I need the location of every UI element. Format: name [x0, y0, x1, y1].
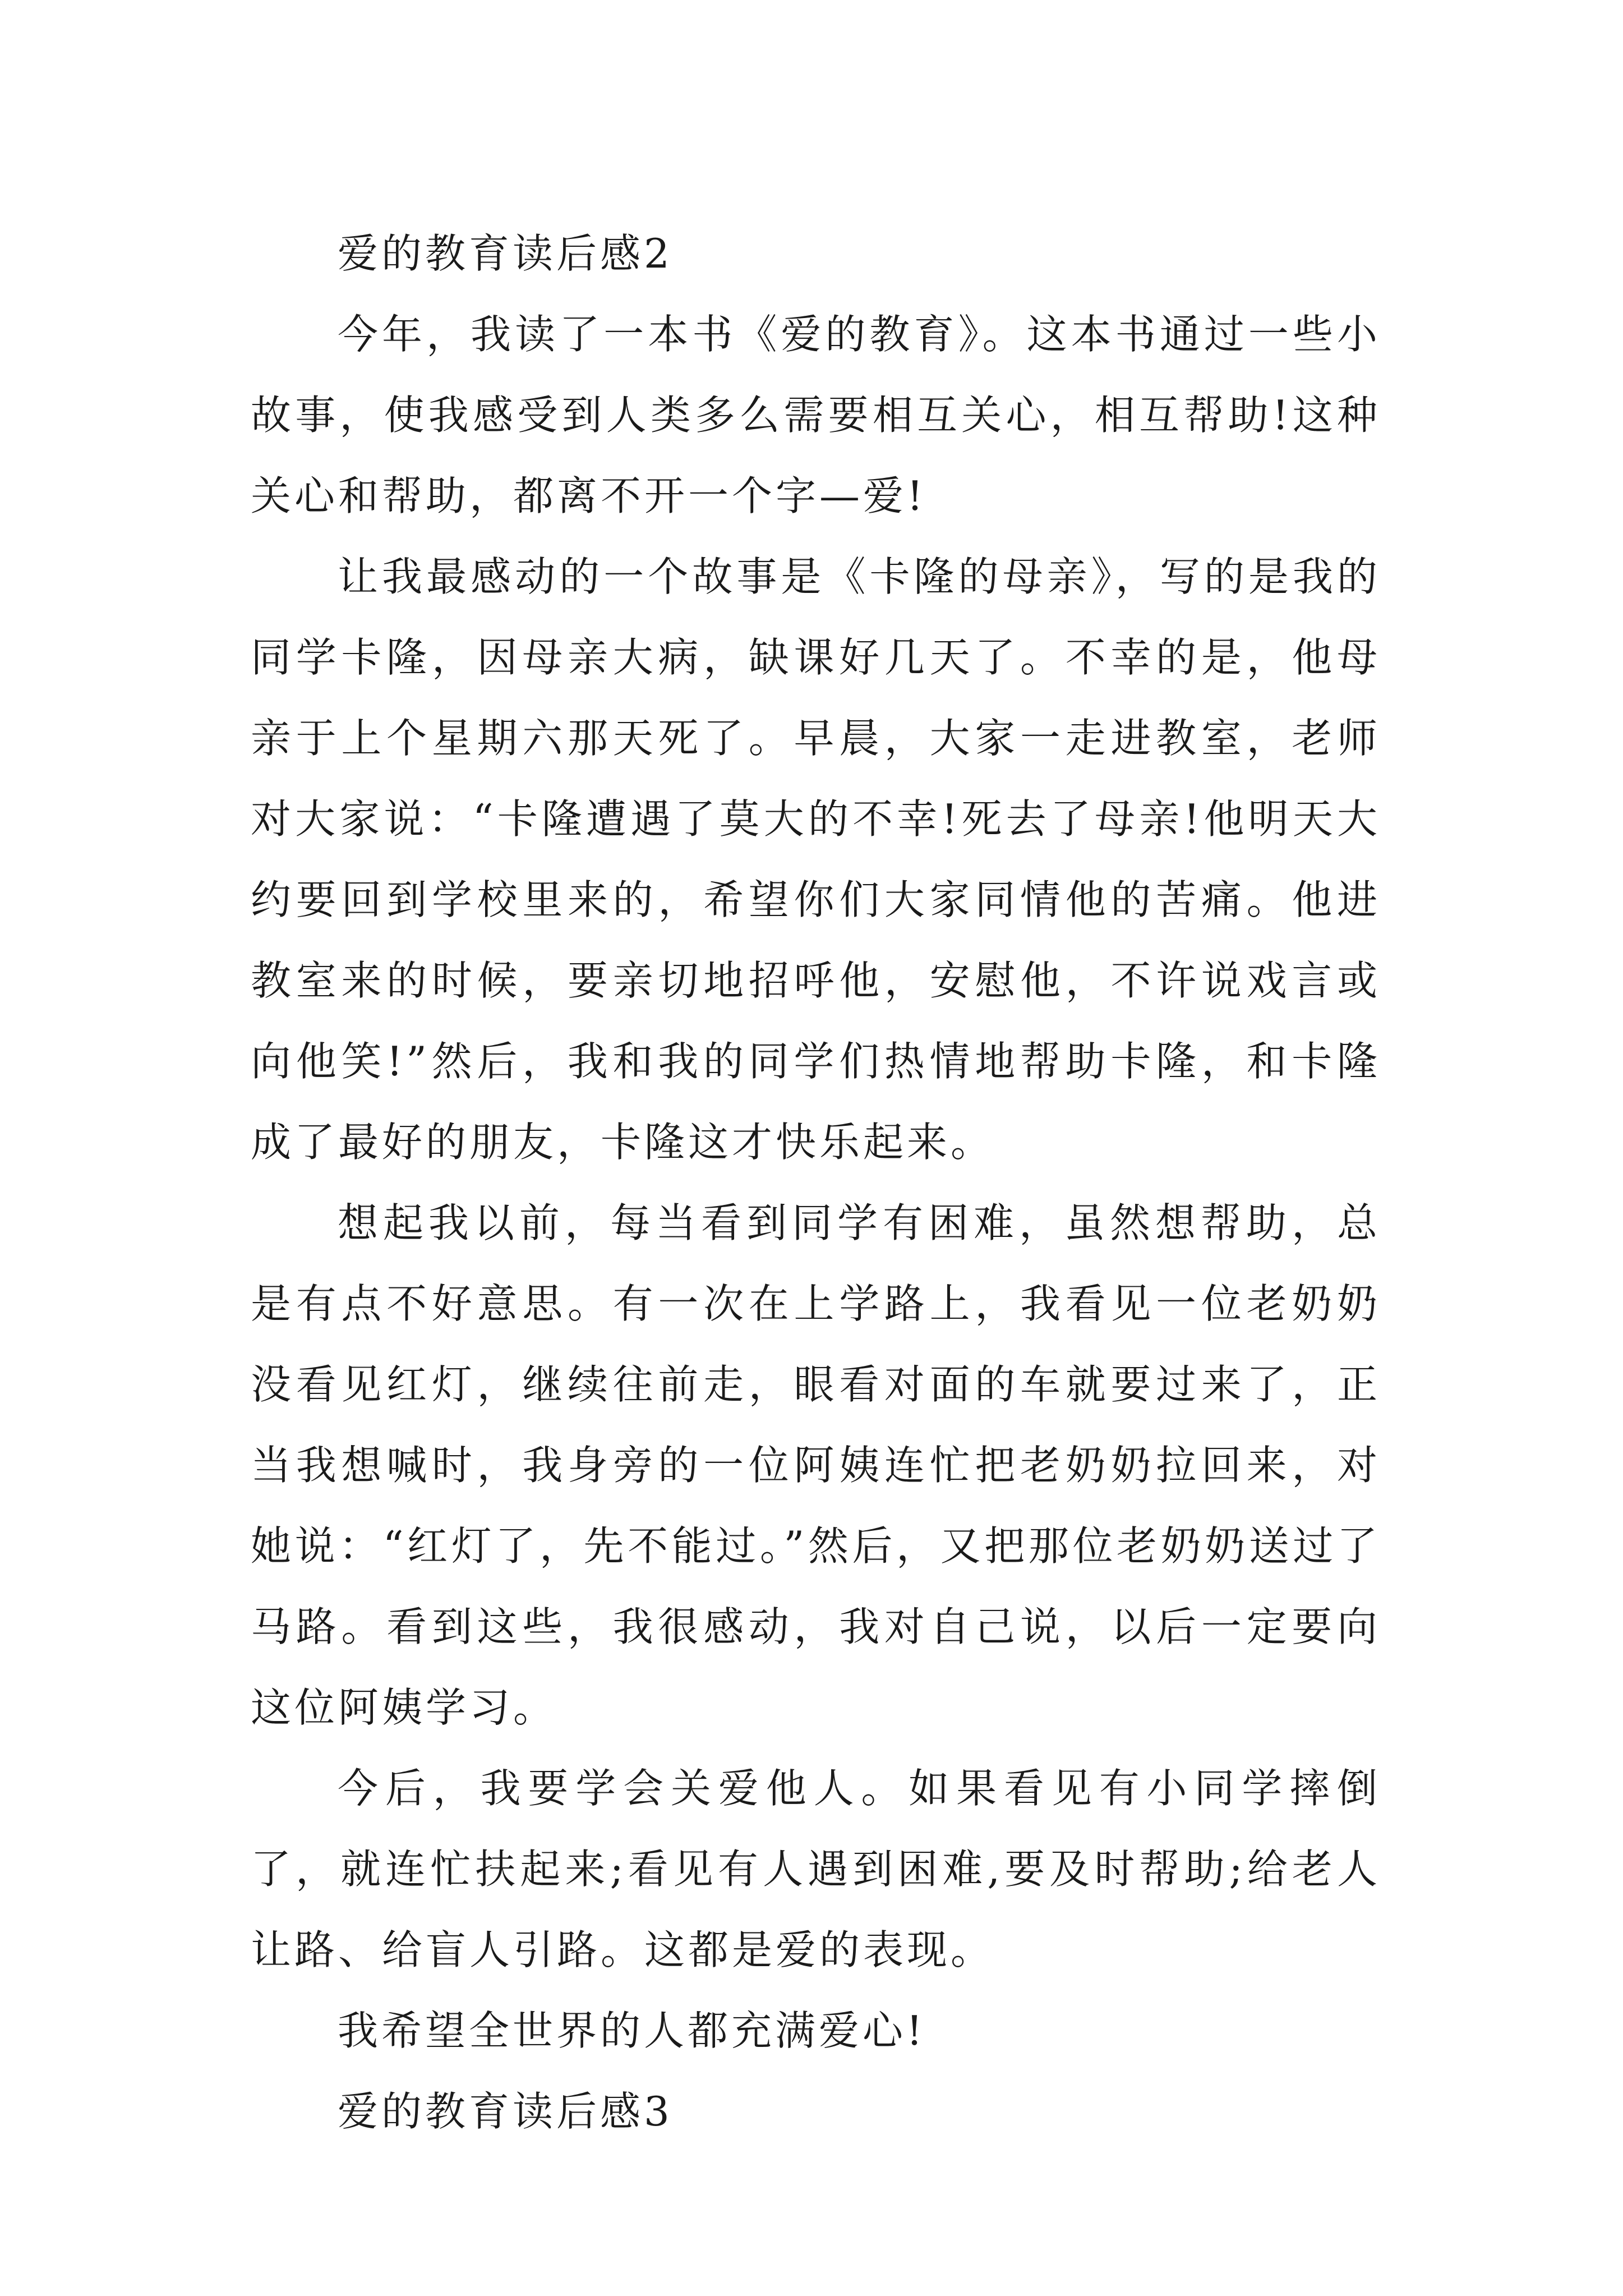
paragraph-5: 我希望全世界的人都充满爱心! — [338, 2007, 926, 2054]
essay-title-2: 爱的教育读后感2 — [338, 230, 673, 277]
paragraph-1: 今年，我读了一本书《爱的教育》。这本书通过一些小故事，使我感受到人类多么需要相互关心，相互帮助!这种关心和帮助，都离不开一个字—爱! — [251, 311, 1381, 519]
paragraph-4: 今后，我要学会关爱他人。如果看见有小同学摔倒了，就连忙扶起来;看见有人遇到困难,要及时帮助;给老人让路、给盲人引路。这都是爱的表现。 — [251, 1765, 1381, 1973]
document-body — [251, 213, 1381, 2152]
paragraph-3: 想起我以前，每当看到同学有困难，虽然想帮助，总是有点不好意思。有一次在上学路上，我看见一位老奶奶没看见红灯，继续往前走，眼看对面的车就要过来了，正当我想喊时，我身旁的一位阿姨连忙把老奶奶拉回来，对她说：“红灯了，先不能过。”然后，又把那位老奶奶送过了马路。看到这些，我很感动，我对自己说，以后一定要向这位阿姨学习。 — [251, 1199, 1381, 1731]
essay-title-3: 爱的教育读后感3 — [338, 2088, 673, 2135]
paragraph-2: 让我最感动的一个故事是《卡隆的母亲》，写的是我的同学卡隆，因母亲大病，缺课好几天了。不幸的是，他母亲于上个星期六那天死了。早晨，大家一走进教室，老师对大家说：“卡隆遭遇了莫大的不幸!死去了母亲!他明天大约要回到学校里来的，希望你们大家同情他的苦痛。他进教室来的时候，要亲切地招呼他，安慰他，不许说戏言或向他笑!”然后，我和我的同学们热情地帮助卡隆，和卡隆成了最好的朋友，卡隆这才快乐起来。 — [251, 553, 1381, 1166]
